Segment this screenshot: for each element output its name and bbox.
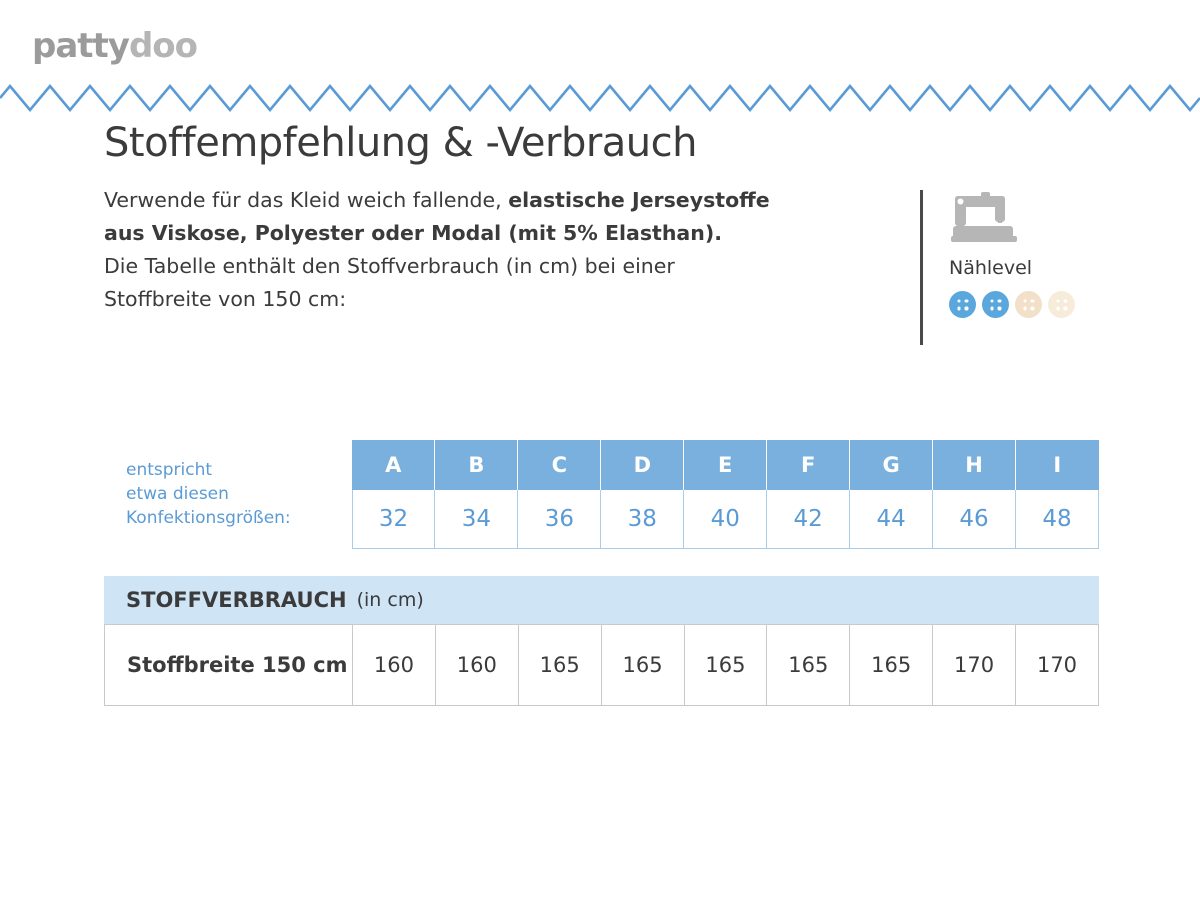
size-number-cell: 46 <box>933 490 1016 549</box>
section-unit: (in cm) <box>356 589 424 611</box>
size-number-cell: 38 <box>601 490 684 549</box>
size-letter-cell: C <box>518 440 601 490</box>
intro-paragraph <box>104 184 894 316</box>
size-letter-cell: F <box>767 440 850 490</box>
level-button-4 <box>1048 291 1075 318</box>
sizes-table <box>104 440 1099 549</box>
brand-logo-patty: patty <box>32 26 129 66</box>
level-button-3 <box>1015 291 1042 318</box>
usage-cell: 165 <box>684 625 767 706</box>
usage-cell: 160 <box>435 625 518 706</box>
level-label: Nählevel <box>949 257 1033 279</box>
size-number-cell: 40 <box>684 490 767 549</box>
sewing-level-box <box>920 190 1120 345</box>
size-number-cell: 34 <box>435 490 518 549</box>
konfektion-label-line2: etwa diesen <box>126 484 229 505</box>
sewing-machine-icon <box>951 190 1120 251</box>
usage-cell: 165 <box>767 625 850 706</box>
size-number-cell: 42 <box>767 490 850 549</box>
brand-logo-doo: doo <box>128 26 198 66</box>
size-letter-cell: I <box>1016 440 1099 490</box>
intro-line4: Stoffbreite von 150 cm: <box>104 287 347 311</box>
konfektion-label-cell <box>104 440 352 549</box>
button-holes <box>1056 299 1067 310</box>
usage-cell: 165 <box>518 625 601 706</box>
intro-line1-pre: Verwende für das Kleid weich fallende, <box>104 188 509 212</box>
usage-table <box>104 624 1099 706</box>
size-letter-cell: A <box>352 440 435 490</box>
intro-line1-bold: elastische Jerseystoffe <box>508 188 770 212</box>
size-letter-cell: E <box>684 440 767 490</box>
button-holes <box>990 299 1001 310</box>
intro-line3: Die Tabelle enthält den Stoffverbrauch (in cm) bei einer <box>104 254 675 278</box>
usage-row-label: Stoffbreite 150 cm <box>105 625 353 706</box>
size-number-cell: 44 <box>850 490 933 549</box>
konfektion-label-line3: Konfektionsgrößen: <box>126 508 291 529</box>
section-title: STOFFVERBRAUCH <box>126 588 347 612</box>
size-number-cell: 36 <box>518 490 601 549</box>
usage-cell: 165 <box>850 625 933 706</box>
usage-cell: 170 <box>933 625 1016 706</box>
size-number-cell: 32 <box>352 490 435 549</box>
intro-line2-bold: aus Viskose, Polyester oder Modal (mit 5% Elasthan). <box>104 221 722 245</box>
button-holes <box>957 299 968 310</box>
size-table-area <box>104 440 1099 706</box>
konfektion-label-line1: entspricht <box>126 460 213 481</box>
table-row-letters <box>104 440 1099 490</box>
konfektion-label <box>126 458 352 530</box>
brand-logo <box>32 26 197 66</box>
size-number-cell: 48 <box>1016 490 1099 549</box>
level-buttons <box>949 291 1120 318</box>
section-header-stoffverbrauch <box>104 576 1099 624</box>
button-holes <box>1023 299 1034 310</box>
size-letter-cell: G <box>850 440 933 490</box>
usage-cell: 170 <box>1016 625 1099 706</box>
wave-divider <box>0 78 1200 118</box>
page-title: Stoffempfehlung & -Verbrauch <box>104 120 697 166</box>
usage-cell: 160 <box>353 625 436 706</box>
usage-cell: 165 <box>601 625 684 706</box>
level-button-1 <box>949 291 976 318</box>
size-letter-cell: D <box>601 440 684 490</box>
table-row <box>105 625 1099 706</box>
size-letter-cell: B <box>435 440 518 490</box>
level-button-2 <box>982 291 1009 318</box>
size-letter-cell: H <box>933 440 1016 490</box>
